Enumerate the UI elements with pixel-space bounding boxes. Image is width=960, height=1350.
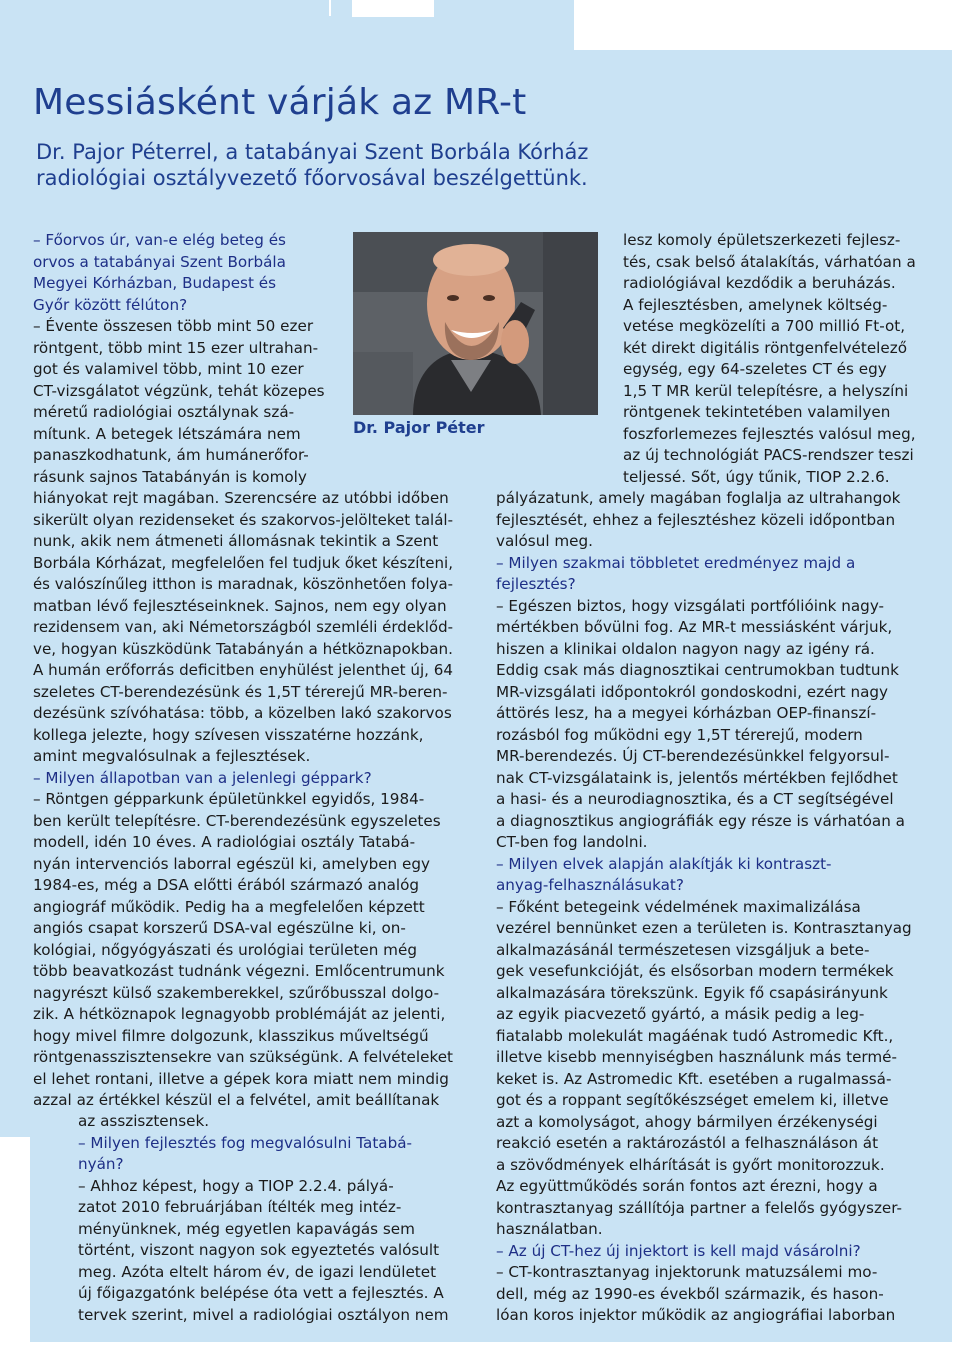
text-line: röntgenek tekintetében valamilyen bbox=[623, 403, 891, 421]
text-line: angiós csapat korszerű DSA-val egészülne ki, on- bbox=[33, 919, 406, 937]
text-line: el lehet rontani, illetve a gépek kora miatt nem mindig bbox=[33, 1069, 449, 1088]
question-line: – Milyen állapotban van a jelenlegi géppark? bbox=[33, 768, 372, 787]
text-line: CT-ben fog landolni. bbox=[496, 833, 648, 851]
top-white-notch bbox=[574, 0, 960, 50]
text-line: modell, idén 10 éves. A radiológiai osztály Tatabá- bbox=[33, 833, 416, 851]
text-line: illetve kisebb mennyiségben használunk más termé- bbox=[496, 1048, 898, 1066]
text-line: Eddig csak más diagnosztikai centrumokban tudtunk bbox=[496, 661, 899, 679]
text-line: az új technológiát PACS-rendszer teszi bbox=[623, 446, 914, 464]
text-line: radiológiával kezdődik a beruházás. bbox=[623, 274, 896, 292]
text-line: rezidensem van, aki Németországból szemléli érdeklőd- bbox=[33, 618, 453, 636]
text-line: dell, még az 1990-es évekből származik, és hason- bbox=[496, 1284, 884, 1303]
article-title: Messiásként várják az MR-t bbox=[33, 82, 527, 123]
text-line: vezérel bennünket ezen a területen is. Kontrasztanyag bbox=[496, 919, 912, 937]
top-tick bbox=[329, 0, 331, 16]
article-subtitle bbox=[36, 139, 588, 191]
text-line: a szövődmények elhárítását is győrt monitorozzuk. bbox=[496, 1155, 885, 1174]
text-line: ményünknek, még egyetlen kapavágás sem bbox=[78, 1219, 415, 1238]
text-line: matban lévő fejlesztéseinknek. Sajnos, nem egy olyan bbox=[33, 596, 447, 615]
column3-top-text bbox=[623, 230, 916, 488]
text-line: több beavatkozást tudnánk végezni. Emlőcentrumunk bbox=[33, 962, 445, 980]
text-line: azzal az értékkel készül el a felvétel, amit beállítanak bbox=[33, 1091, 440, 1109]
text-line: szeletes CT-berendezésünk és 1,5T térerejű MR-beren- bbox=[33, 682, 448, 701]
text-line: MR-berendezés. Új CT-berendezésünkkel felgyorsul- bbox=[496, 747, 890, 765]
text-line: dezésünk szívóhatása: több, a közelben lakó szakorvos bbox=[33, 704, 452, 722]
text-line: lesz komoly épületszerkezeti fejlesz- bbox=[623, 231, 901, 249]
text-line: 1984-es, még a DSA előtti érából származó analóg bbox=[33, 876, 420, 894]
text-line: foszforlemezes fejlesztés valósul meg, bbox=[623, 424, 916, 443]
question-line: orvos a tatabányai Szent Borbála bbox=[33, 252, 286, 271]
text-line: alkalmazására törekszünk. Egyik fő csapásirányunk bbox=[496, 983, 888, 1002]
text-line: és valószínűleg itthon is maradnak, köszönhetően folya- bbox=[33, 575, 453, 593]
text-line: Borbála Kórházat, megfelelően fel tudjuk őket készíteni, bbox=[33, 553, 453, 572]
text-line: használatban. bbox=[496, 1220, 603, 1238]
text-line: rásunk sajnos Tatabányán is komoly bbox=[33, 467, 307, 486]
text-line: 1,5 T MR kerül telepítésre, a helyszíni bbox=[623, 381, 909, 400]
portrait-photo bbox=[353, 232, 598, 415]
text-line: keket is. Az Astromedic Kft. esetében a rugalmassá- bbox=[496, 1069, 892, 1088]
text-line: hiányokat rejt magában. Szerencsére az utóbbi időben bbox=[33, 489, 449, 507]
text-line: nyán intervenciós laborral egészül ki, amelyben egy bbox=[33, 854, 430, 873]
column2-bottom-text bbox=[78, 1111, 449, 1326]
portrait-illustration bbox=[353, 232, 598, 415]
question-line: Megyei Kórházban, Budapest és bbox=[33, 274, 276, 292]
bottom-white-strip bbox=[0, 1342, 960, 1350]
text-line: áttörés lesz, ha a megyei kórházban OEP-finanszí- bbox=[496, 704, 877, 722]
question-line: – Milyen szakmai többletet eredményez majd a bbox=[496, 553, 856, 572]
text-line: got és a roppant segítőkészséget emelem ki, illetve bbox=[496, 1091, 889, 1109]
text-line: új főigazgatónk belépése óta vett a fejlesztés. A bbox=[78, 1284, 444, 1302]
text-line: röntgenasszisztensekre van szükségünk. A felvételeket bbox=[33, 1048, 453, 1066]
text-line: a diagnosztikus angiográfiák egy része is várhatóan a bbox=[496, 811, 905, 830]
text-line: pályázatunk, amely magában foglalja az ultrahangok bbox=[496, 489, 901, 507]
text-line: – Ahhoz képest, hogy a TIOP 2.2.4. pályá- bbox=[78, 1176, 394, 1195]
text-line: – CT-kontrasztanyag injektorunk matuzsálemi mo- bbox=[496, 1263, 878, 1281]
question-line: Győr között félúton? bbox=[33, 295, 188, 314]
text-line: ben került telepítésre. CT-berendezésünk egyszeletes bbox=[33, 811, 441, 830]
text-line: hogy mivel filmre dolgozunk, klasszikus műveltségű bbox=[33, 1026, 429, 1045]
text-line: röntgent, több mint 15 ezer ultrahan- bbox=[33, 338, 319, 357]
text-line: Az együttműködés során fontos azt érezni, hogy a bbox=[496, 1177, 878, 1195]
text-line: hiszen a klinikai oldalon nagyon nagy az igény rá. bbox=[496, 639, 875, 658]
text-line: mértékben bővülni fog. Az MR-t messiásként várjuk, bbox=[496, 618, 893, 636]
text-line: A fejlesztésben, amelynek költség- bbox=[623, 295, 888, 314]
text-line: – Főként betegeink védelmének maximalizálása bbox=[496, 897, 861, 916]
question-line: – Milyen elvek alapján alakítják ki kontraszt- bbox=[496, 854, 832, 873]
text-line: CT-vizsgálatot végzünk, tehát közepes bbox=[33, 381, 325, 400]
text-line: zik. A hétköznapok legnagyobb problémáját az jelenti, bbox=[33, 1005, 446, 1023]
text-line: vetése megközelíti a 700 millió Ft-ot, bbox=[623, 317, 906, 335]
text-line: tés, csak belső átalakítás, várhatóan a bbox=[623, 252, 916, 271]
text-line: az egyik piacvezető gyártó, a másik pedig a leg- bbox=[496, 1005, 865, 1023]
text-line: nak CT-vizsgálataink is, jelentős mértékben fejlődhet bbox=[496, 768, 898, 787]
text-line: méretű radiológiai osztálynak szá- bbox=[33, 403, 295, 421]
subtitle-line: Dr. Pajor Péterrel, a tatabányai Szent Borbála Kórház bbox=[36, 140, 589, 164]
question-line: – Az új CT-hez új injektort is kell majd vásárolni? bbox=[496, 1241, 861, 1260]
text-line: két direkt digitális röntgenfelvételező bbox=[623, 338, 907, 357]
text-line: egység, egy 64-szeletes CT és egy bbox=[623, 360, 887, 378]
question-line: fejlesztés? bbox=[496, 575, 576, 593]
text-line: kollega jelezte, hogy szívesen visszatérne hozzánk, bbox=[33, 725, 424, 744]
text-line: a hasi- és a neurodiagnosztika, és a CT segítségével bbox=[496, 790, 894, 808]
text-line: mítunk. A betegek létszámára nem bbox=[33, 424, 301, 443]
text-line: – Egészen biztos, hogy vizsgálati portfólióink nagy- bbox=[496, 596, 885, 615]
right-white-strip bbox=[952, 50, 960, 1350]
text-line: ve, hogyan küszködünk Tatabányán a hétköznapokban. bbox=[33, 639, 453, 658]
column3-main-text bbox=[496, 488, 912, 1327]
question-line: – Főorvos úr, van-e elég beteg és bbox=[33, 231, 286, 249]
text-line: nunk, akik nem átmeneti állomásnak tekintik a Szent bbox=[33, 532, 439, 550]
text-line: fejlesztését, ehhez a fejlesztéshez közeli időpontban bbox=[496, 510, 896, 529]
text-line: valósul meg. bbox=[496, 532, 593, 550]
subtitle-line: radiológiai osztályvezető főorvosával beszélgettünk. bbox=[36, 166, 588, 190]
text-line: kontrasztanyag szállítója partner a felelős gyógyszer- bbox=[496, 1198, 903, 1217]
question-line: nyán? bbox=[78, 1155, 124, 1173]
text-line: reakció esetén a raktározástól a felhasználáson át bbox=[496, 1134, 879, 1152]
text-line: lóan koros injektor működik az angiográfiai laborban bbox=[496, 1306, 896, 1324]
column1-main-text bbox=[33, 488, 460, 1112]
text-line: got és valamivel több, mint 10 ezer bbox=[33, 360, 304, 378]
top-white-tab bbox=[352, 0, 434, 17]
text-line: sikerült olyan rezidenseket és szakorvos-jelölteket talál- bbox=[33, 510, 453, 529]
text-line: nagyrészt külső szakemberekkel, szűrőbusszal dolgo- bbox=[33, 983, 440, 1002]
text-line: alkalmazásánál természetesen vizsgáljuk a bete- bbox=[496, 940, 870, 959]
text-line: zatot 2010 februárjában ítélték meg intéz- bbox=[78, 1198, 402, 1216]
photo-caption: Dr. Pajor Péter bbox=[353, 418, 485, 437]
left-white-strip bbox=[0, 1137, 30, 1350]
column1-top-text bbox=[33, 230, 325, 488]
text-line: az asszisztensek. bbox=[78, 1112, 210, 1130]
text-line: teljessé. Sőt, úgy tűnik, TIOP 2.2.6. bbox=[623, 467, 890, 486]
text-line: kológiai, nőgyógyászati és urológiai területen még bbox=[33, 940, 417, 959]
text-line: fiatalabb molekulát magáénak tudó Astromedic Kft., bbox=[496, 1026, 894, 1045]
text-line: angiográf működik. Pedig ha a megfelelően képzett bbox=[33, 897, 425, 916]
text-line: gek vesefunkcióját, és elsősorban modern termékek bbox=[496, 962, 894, 980]
text-line: – Röntgen gépparkunk épületünkkel egyidős, 1984- bbox=[33, 790, 425, 808]
text-line: MR-vizsgálati időpontokról gondoskodni, ezért nagy bbox=[496, 682, 889, 701]
question-line: – Milyen fejlesztés fog megvalósulni Tatabá- bbox=[78, 1133, 413, 1152]
text-line: amint megvalósulnak a fejlesztések. bbox=[33, 747, 311, 765]
text-line: – Évente összesen több mint 50 ezer bbox=[33, 317, 314, 335]
text-line: történt, viszont nagyon sok egyeztetés valósult bbox=[78, 1241, 440, 1259]
question-line: anyag-felhasználásukat? bbox=[496, 876, 684, 894]
text-line: azt a komolyságot, ahogy bármilyen érzékenységi bbox=[496, 1112, 878, 1131]
text-line: tervek szerint, mivel a radiológiai osztályon nem bbox=[78, 1305, 449, 1324]
text-line: meg. Azóta eltelt három év, de igazi lendületet bbox=[78, 1262, 437, 1281]
text-line: A humán erőforrás deficitben enyhülést jelenthet új, 64 bbox=[33, 661, 453, 679]
text-line: rozásból fog működni egy 1,5T térerejű, modern bbox=[496, 725, 863, 744]
text-line: panaszkodhatunk, ám humánerőfor- bbox=[33, 446, 309, 464]
